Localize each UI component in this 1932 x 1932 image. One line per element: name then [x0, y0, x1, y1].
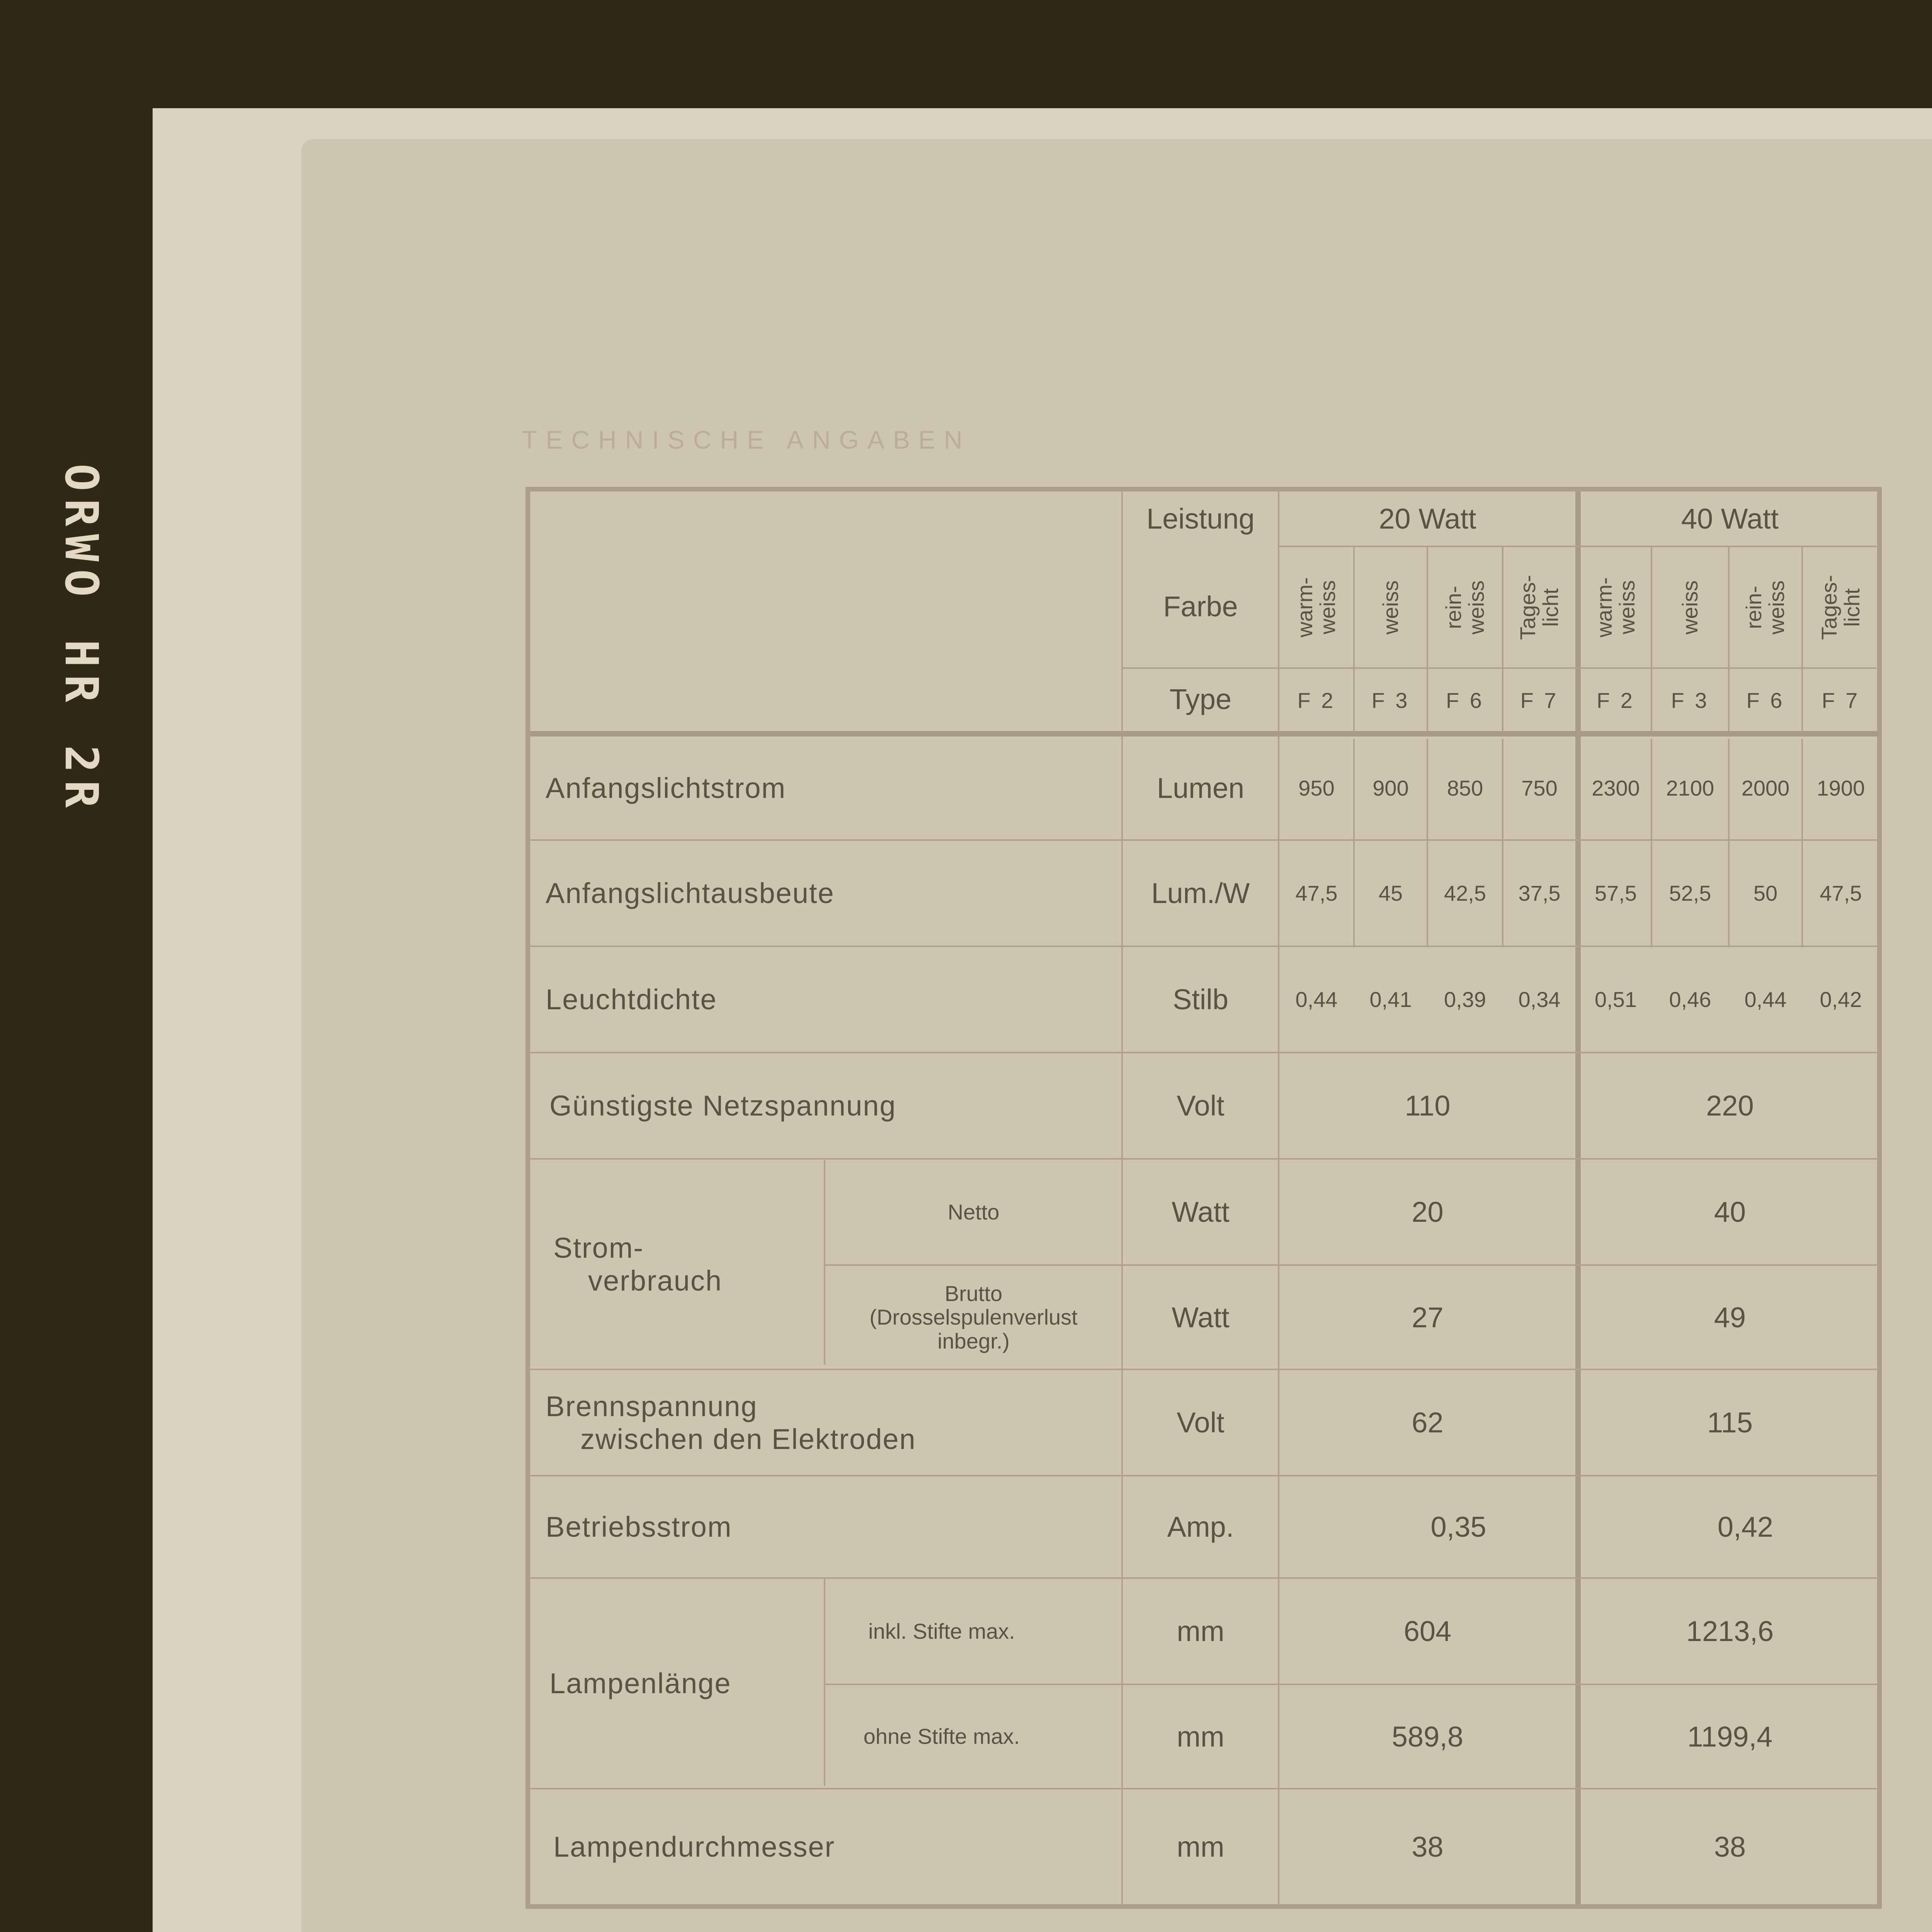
- value-40w: 1199,4: [1687, 1720, 1773, 1753]
- unit-lichtstrom: Lumen: [1156, 772, 1245, 804]
- section-title-technische-angaben: TECHNISCHE ANGABEN: [522, 425, 971, 454]
- row-label-netzspannung: Günstigste Netzspannung: [549, 1090, 896, 1122]
- header-leistung: Leistung: [1146, 502, 1255, 535]
- value-cell: 37,5: [1518, 881, 1561, 905]
- row-label-leuchtdichte: Leuchtdichte: [546, 983, 717, 1015]
- value-20w: 20: [1412, 1196, 1444, 1228]
- color-header: Tages- licht: [1515, 575, 1563, 640]
- color-header: warm- weiss: [1293, 577, 1340, 638]
- brennspannung-line1: Brennspannung: [546, 1390, 758, 1422]
- value-40w: 40: [1714, 1196, 1746, 1228]
- stromverbrauch-line2: verbrauch: [588, 1264, 723, 1297]
- type-cell: F 7: [1520, 688, 1559, 713]
- unit-leuchtdichte: Stilb: [1173, 983, 1228, 1015]
- type-cell: F 3: [1371, 688, 1410, 713]
- sublabel-ohne-stifte: ohne Stifte max.: [863, 1724, 1020, 1749]
- type-cell: F 2: [1297, 688, 1336, 713]
- row-label-lampenlaenge: Lampenlänge: [549, 1667, 731, 1699]
- unit-inkl-stifte: mm: [1177, 1615, 1225, 1647]
- value-cell: 45: [1378, 881, 1403, 905]
- value-cell: 850: [1447, 776, 1483, 800]
- value-cell: 1900: [1816, 776, 1865, 800]
- sublabel-inkl-stifte: inkl. Stifte max.: [868, 1619, 1015, 1643]
- sublabel-brutto: [826, 1266, 1121, 1369]
- unit-lichtausbeute: Lum./W: [1151, 877, 1250, 909]
- value-40w: 0,42: [1717, 1511, 1774, 1543]
- value-cell: 2000: [1741, 776, 1790, 800]
- value-20w: 27: [1412, 1301, 1444, 1333]
- value-20w: 38: [1412, 1831, 1444, 1863]
- type-cell: F 6: [1746, 688, 1785, 713]
- value-cell: 0,44: [1295, 987, 1338, 1012]
- type-cell: F 2: [1597, 688, 1635, 713]
- row-label-brennspannung: [546, 1370, 1117, 1475]
- color-header: Tages- licht: [1817, 575, 1864, 640]
- type-cell: F 3: [1671, 688, 1709, 713]
- value-cell: 42,5: [1444, 881, 1486, 905]
- brutto-line1: Brutto: [944, 1281, 1003, 1306]
- value-40w: 1213,6: [1686, 1615, 1774, 1647]
- row-label-durchmesser: Lampendurchmesser: [553, 1831, 835, 1863]
- value-cell: 0,46: [1669, 987, 1711, 1012]
- brutto-line2: (Drosselspulenverlust: [869, 1305, 1078, 1330]
- value-20w: 604: [1403, 1615, 1452, 1647]
- header-40-watt: 40 Watt: [1681, 502, 1779, 535]
- value-cell: 52,5: [1669, 881, 1711, 905]
- unit-brutto: Watt: [1172, 1301, 1230, 1333]
- type-cell: F 6: [1446, 688, 1484, 713]
- value-cell: 0,39: [1444, 987, 1486, 1012]
- value-20w: 110: [1405, 1090, 1451, 1122]
- value-cell: 0,34: [1518, 987, 1561, 1012]
- value-cell: 2100: [1666, 776, 1714, 800]
- row-label-stromverbrauch: [553, 1160, 824, 1369]
- header-20-watt: 20 Watt: [1379, 502, 1476, 535]
- value-cell: 47,5: [1820, 881, 1862, 905]
- color-header: rein- weiss: [1441, 580, 1488, 635]
- color-header: rein- weiss: [1742, 580, 1789, 635]
- value-cell: 57,5: [1595, 881, 1637, 905]
- film-edge-code: ORWO HR 2R: [55, 464, 108, 816]
- value-40w: 49: [1714, 1301, 1746, 1333]
- header-type: Type: [1169, 683, 1232, 715]
- value-cell: 750: [1521, 776, 1558, 800]
- unit-netzspannung: Volt: [1177, 1090, 1225, 1122]
- unit-betriebsstrom: Amp.: [1167, 1511, 1234, 1543]
- stromverbrauch-line1: Strom-: [553, 1231, 644, 1264]
- value-20w: 62: [1412, 1406, 1444, 1439]
- color-header: weiss: [1677, 580, 1702, 635]
- color-header: warm- weiss: [1592, 577, 1639, 638]
- specs-table: [526, 487, 1882, 1909]
- value-cell: 0,44: [1744, 987, 1787, 1012]
- value-cell: 0,51: [1595, 987, 1637, 1012]
- value-cell: 950: [1298, 776, 1335, 800]
- value-20w: 589,8: [1391, 1720, 1464, 1753]
- value-cell: 47,5: [1295, 881, 1338, 905]
- value-40w: 115: [1707, 1406, 1753, 1439]
- brutto-line3: inbegr.): [937, 1328, 1010, 1353]
- unit-ohne-stifte: mm: [1177, 1720, 1225, 1753]
- value-40w: 38: [1714, 1831, 1746, 1863]
- value-cell: 0,41: [1369, 987, 1412, 1012]
- color-header: weiss: [1378, 580, 1403, 635]
- row-label-lichtausbeute: Anfangslichtausbeute: [546, 877, 835, 909]
- value-cell: 900: [1372, 776, 1409, 800]
- unit-durchmesser: mm: [1177, 1831, 1225, 1863]
- value-20w: 0,35: [1430, 1511, 1486, 1543]
- unit-brennspannung: Volt: [1177, 1406, 1225, 1439]
- brennspannung-line2: zwischen den Elektroden: [580, 1423, 916, 1455]
- row-label-lichtstrom: Anfangslichtstrom: [546, 772, 786, 804]
- header-farbe: Farbe: [1163, 590, 1238, 622]
- sublabel-netto: Netto: [947, 1199, 1000, 1224]
- value-cell: 0,42: [1820, 987, 1862, 1012]
- type-cell: F 7: [1821, 688, 1860, 713]
- value-40w: 220: [1706, 1090, 1754, 1122]
- row-label-betriebsstrom: Betriebsstrom: [546, 1511, 732, 1543]
- value-cell: 2300: [1592, 776, 1640, 800]
- unit-netto: Watt: [1172, 1196, 1230, 1228]
- value-cell: 50: [1753, 881, 1778, 905]
